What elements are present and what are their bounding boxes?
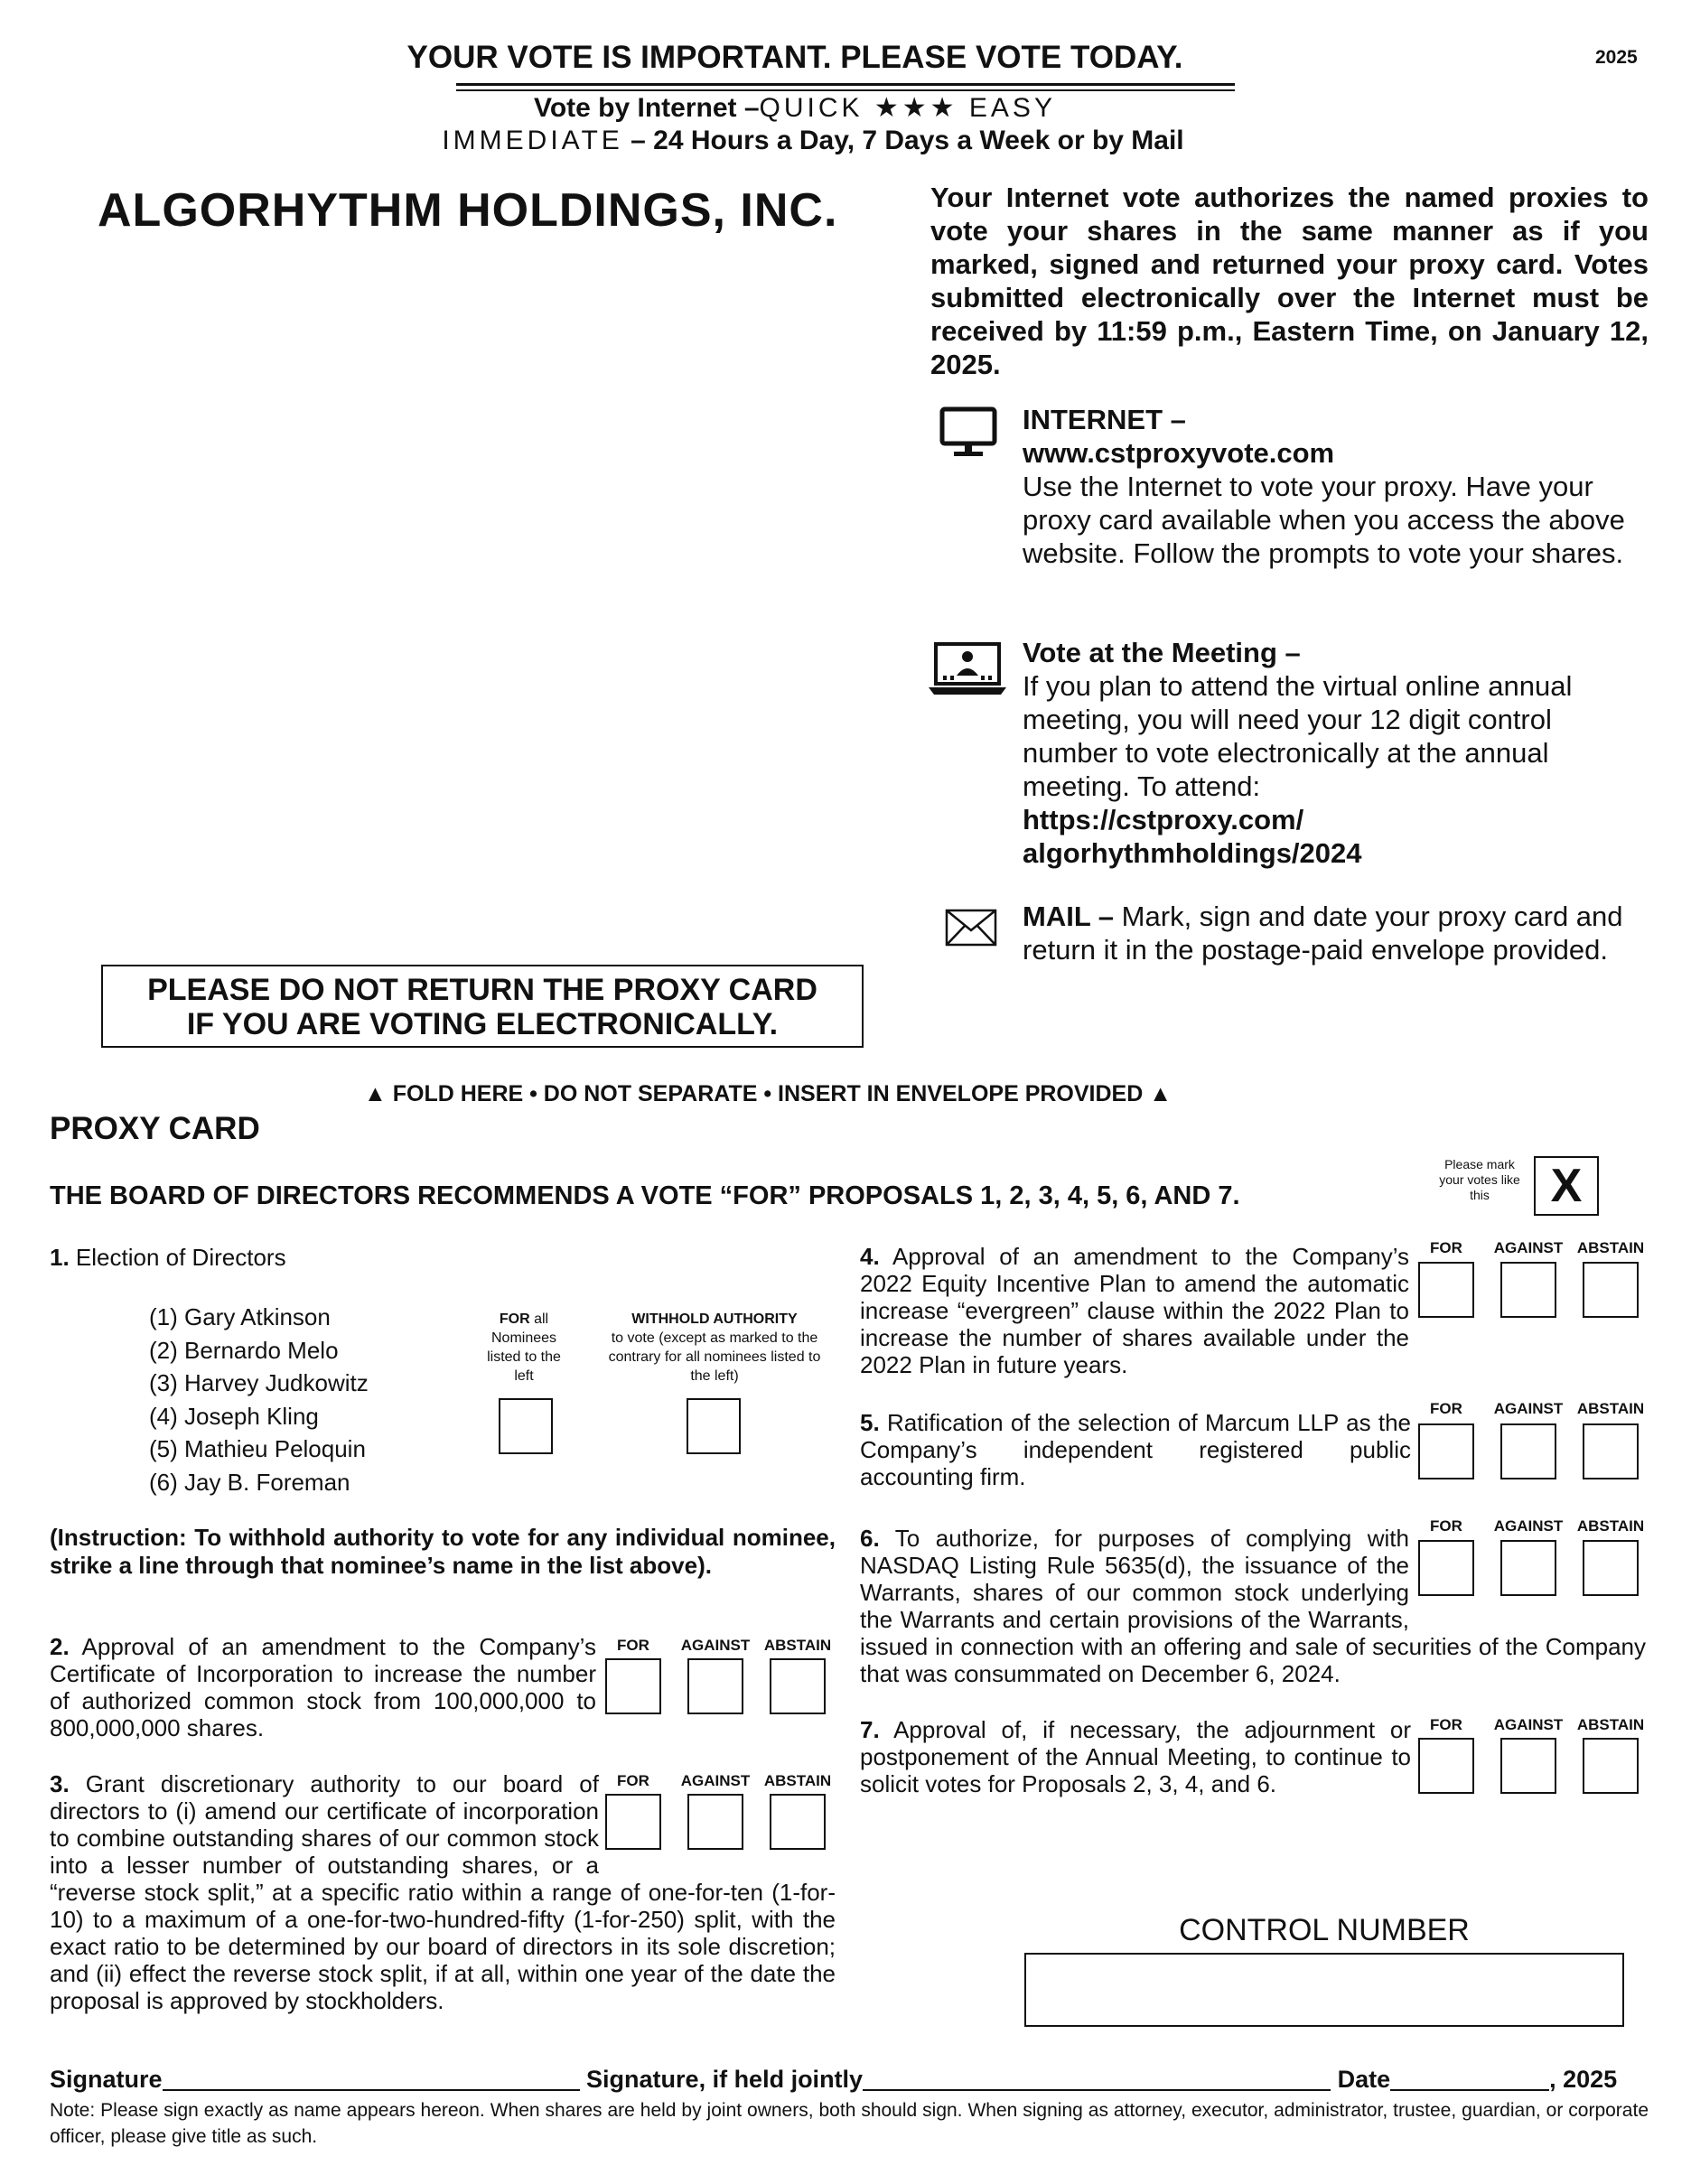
withhold-head: WITHHOLD AUTHORITY — [631, 1311, 798, 1327]
envelope-icon — [945, 909, 997, 947]
proposal-5-for-checkbox[interactable] — [1418, 1423, 1474, 1479]
vote-by-internet-prefix: Vote by Internet – — [534, 93, 760, 123]
date-year-suffix: , 2025 — [1549, 2066, 1618, 2093]
for-all-head: FOR — [499, 1311, 530, 1327]
control-number-label: CONTROL NUMBER — [1179, 1913, 1470, 1947]
proposal-6-for-checkbox[interactable] — [1418, 1540, 1474, 1596]
do-not-return-line1: PLEASE DO NOT RETURN THE PROXY CARD — [147, 973, 817, 1007]
laptop-video-meeting-icon — [927, 641, 1008, 697]
signature-field[interactable] — [163, 2089, 580, 2091]
nominee-list — [149, 1301, 369, 1498]
immediate-text: IMMEDIATE — [442, 126, 623, 155]
withhold-rest: to vote (except as marked to the contrary for all nominees listed to the left) — [608, 1330, 821, 1384]
nominee-2: (2) Bernardo Melo — [149, 1336, 339, 1364]
title-rule-top — [456, 83, 1235, 86]
proposal-3-text: Grant discretionary authority to our board of directors to (i) amend our certificate of incorporation to combine outstanding shares of our common stock into a lesser number of outstanding shares, or a “reverse stock split,” at a specific ratio within a range of one-for-ten (1-for-10) to a maximum of a one-for-two-hundred-fifty (1-for-250) split, with the exact ratio to be determined by our board of directors in its sole discretion; and (ii) effect the reverse stock split, if at all, within one year of the date the proposal is approved by stockholders. — [50, 1770, 836, 2014]
proposal-4-abstain-label: ABSTAIN — [1576, 1239, 1645, 1256]
do-not-return-notice — [101, 965, 864, 1048]
proposal-7-for-label: FOR — [1430, 1716, 1462, 1733]
proposal-1-withhold-checkbox[interactable] — [687, 1398, 741, 1454]
title-rule-bottom — [456, 89, 1235, 91]
proposal-1-title: Election of Directors — [75, 1244, 286, 1271]
meeting-method — [1023, 636, 1655, 870]
nominee-3: (3) Harvey Judkowitz — [149, 1369, 369, 1396]
board-recommendation: THE BOARD OF DIRECTORS RECOMMENDS A VOTE “FOR” PROPOSALS 1, 2, 3, 4, 5, 6, AND 7. — [50, 1181, 1240, 1210]
proposal-3-abstain-checkbox[interactable] — [770, 1794, 826, 1850]
proposal-1-for-all-checkbox[interactable] — [499, 1398, 553, 1454]
meeting-method-title: Vote at the Meeting – — [1023, 637, 1301, 668]
internet-method — [1023, 403, 1655, 570]
immediate-suffix: – 24 Hours a Day, 7 Days a Week or by Mail — [622, 126, 1184, 155]
proposal-7-text: Approval of, if necessary, the adjournment or postponement of the Annual Meeting, to continue to solicit votes for Proposals 2, 3, 4, and 6. — [860, 1716, 1411, 1797]
proposal-5-text: Ratification of the selection of Marcum LLP as the Company’s independent registered public accounting firm. — [860, 1409, 1411, 1490]
proposal-6-text: To authorize, for purposes of complying with NASDAQ Listing Rule 5635(d), the issuance of the Warrants, shares of our common stock underlying the Warrants and certain provisions of the Warrants, issued in connection with an offering and sale of securities of the Company that was consummated on December 6, 2024. — [860, 1525, 1646, 1687]
proposal-5 — [860, 1409, 1411, 1490]
proposal-6-against-label: AGAINST — [1493, 1517, 1564, 1535]
proposal-2 — [50, 1633, 596, 1741]
proposal-4-abstain-checkbox[interactable] — [1583, 1262, 1639, 1318]
proposal-6-abstain-label: ABSTAIN — [1576, 1517, 1645, 1535]
date-field[interactable] — [1390, 2089, 1549, 2091]
proposal-3-number: 3. — [50, 1770, 70, 1797]
proposal-3-for-checkbox[interactable] — [605, 1794, 661, 1850]
proposal-7-against-label: AGAINST — [1493, 1716, 1564, 1733]
proposal-3-abstain-label: ABSTAIN — [763, 1772, 832, 1789]
page-title: YOUR VOTE IS IMPORTANT. PLEASE VOTE TODAY. — [406, 40, 1183, 75]
for-all-label — [479, 1310, 569, 1386]
proposal-5-against-checkbox[interactable] — [1500, 1423, 1556, 1479]
nominee-5: (5) Mathieu Peloquin — [149, 1435, 366, 1462]
immediate-line — [361, 126, 1265, 156]
signature-note: Note: Please sign exactly as name appears hereon. When shares are held by joint owners, both should sign. When signing as attorney, executor, administrator, trustee, guardian, or corporate officer, please give title as such. — [50, 2100, 1649, 2147]
proposal-2-against-checkbox[interactable] — [687, 1658, 743, 1714]
proposal-7-abstain-label: ABSTAIN — [1576, 1716, 1645, 1733]
joint-signature-label: Signature, if held jointly — [586, 2066, 864, 2093]
proposal-6-against-checkbox[interactable] — [1500, 1540, 1556, 1596]
withhold-label — [603, 1310, 826, 1386]
fold-instruction: ▲ FOLD HERE • DO NOT SEPARATE • INSERT IN ENVELOPE PROVIDED ▲ — [364, 1081, 1172, 1106]
vote-by-internet-line — [361, 92, 1229, 124]
proposal-5-for-label: FOR — [1430, 1400, 1462, 1417]
proposal-2-for-checkbox[interactable] — [605, 1658, 661, 1714]
proposal-4-against-checkbox[interactable] — [1500, 1262, 1556, 1318]
internet-url-link[interactable]: www.cstproxyvote.com — [1023, 437, 1335, 469]
joint-signature-field[interactable] — [863, 2089, 1331, 2091]
proposal-1-number: 1. — [50, 1244, 70, 1271]
proposal-4-text: Approval of an amendment to the Company’s 2022 Equity Incentive Plan to amend the automatic increase “evergreen” clause within the 2022 Plan to increase the number of shares available under the 2022 Plan in future years. — [860, 1243, 1409, 1378]
proposal-2-abstain-checkbox[interactable] — [770, 1658, 826, 1714]
proposal-4-for-label: FOR — [1430, 1239, 1462, 1256]
proposal-6-number: 6. — [860, 1525, 880, 1552]
company-name: ALGORHYTHM HOLDINGS, INC. — [98, 184, 838, 237]
quick-easy-text: QUICK ★★★ EASY — [759, 93, 1056, 123]
proposal-7-abstain-checkbox[interactable] — [1583, 1738, 1639, 1794]
proposal-5-abstain-checkbox[interactable] — [1583, 1423, 1639, 1479]
signature-line — [50, 2066, 1654, 2094]
mail-method-text: Mark, sign and date your proxy card and return it in the postage-paid envelope provided. — [1023, 901, 1623, 966]
proposal-5-number: 5. — [860, 1409, 880, 1436]
proposal-6-for-label: FOR — [1430, 1517, 1462, 1535]
withhold-instruction: (Instruction: To withhold authority to vote for any individual nominee, strike a line through that nominee’s name in the list above). — [50, 1524, 836, 1579]
internet-method-text: Use the Internet to vote your proxy. Have your proxy card available when you access the above website. Follow the prompts to vote your shares. — [1023, 471, 1625, 569]
proxy-card-title: PROXY CARD — [50, 1111, 260, 1146]
nominee-4: (4) Joseph Kling — [149, 1402, 319, 1430]
proposal-5-abstain-label: ABSTAIN — [1576, 1400, 1645, 1417]
proposal-2-abstain-label: ABSTAIN — [763, 1637, 832, 1654]
internet-vote-notice: Your Internet vote authorizes the named proxies to vote your shares in the same manner as if you marked, signed and returned your proxy card. Votes submitted electronically over the Internet must be received by 11:59 p.m., Eastern Time, on January 12, 2025. — [930, 182, 1649, 380]
meeting-method-text: If you plan to attend the virtual online annual meeting, you will need your 12 digit control number to vote electronically at the annual meeting. To attend: — [1023, 670, 1573, 802]
mark-example-instruction: Please mark your votes like this — [1439, 1157, 1520, 1202]
proposal-2-for-label: FOR — [617, 1637, 649, 1654]
proposal-7-against-checkbox[interactable] — [1500, 1738, 1556, 1794]
for-all-rest: all Nominees listed to the left — [487, 1311, 561, 1384]
control-number-field[interactable] — [1024, 1953, 1624, 2027]
proposal-4-number: 4. — [860, 1243, 880, 1270]
mail-method — [1023, 900, 1646, 966]
proposal-2-against-label: AGAINST — [680, 1637, 751, 1654]
proposal-2-number: 2. — [50, 1633, 70, 1660]
meeting-url-line2[interactable]: algorhythmholdings/2024 — [1023, 837, 1362, 869]
proposal-7-for-checkbox[interactable] — [1418, 1738, 1474, 1794]
signature-label: Signature — [50, 2066, 163, 2093]
date-label: Date — [1337, 2066, 1391, 2093]
proposal-1-heading — [50, 1244, 286, 1271]
proposal-3-against-label: AGAINST — [680, 1772, 751, 1789]
proposal-6-abstain-checkbox[interactable] — [1583, 1540, 1639, 1596]
proposal-3-for-label: FOR — [617, 1772, 649, 1789]
nominee-6: (6) Jay B. Foreman — [149, 1468, 350, 1496]
proposal-3-against-checkbox[interactable] — [687, 1794, 743, 1850]
mark-example-box: X — [1534, 1156, 1599, 1216]
proposal-4-against-label: AGAINST — [1493, 1239, 1564, 1256]
form-year: 2025 — [1595, 47, 1638, 68]
meeting-url-line1[interactable]: https://cstproxy.com/ — [1023, 804, 1304, 835]
proposal-7 — [860, 1716, 1411, 1797]
proposal-7-number: 7. — [860, 1716, 880, 1743]
mail-method-title: MAIL – — [1023, 901, 1115, 932]
computer-monitor-icon — [939, 406, 997, 459]
proposal-4-for-checkbox[interactable] — [1418, 1262, 1474, 1318]
nominee-1: (1) Gary Atkinson — [149, 1303, 331, 1330]
internet-method-title: INTERNET – — [1023, 404, 1186, 435]
do-not-return-line2: IF YOU ARE VOTING ELECTRONICALLY. — [186, 1007, 779, 1041]
proposal-5-against-label: AGAINST — [1493, 1400, 1564, 1417]
proposal-2-text: Approval of an amendment to the Company’s Certificate of Incorporation to increase the number of authorized common stock from 100,000,000 to 800,000,000 shares. — [50, 1633, 596, 1741]
